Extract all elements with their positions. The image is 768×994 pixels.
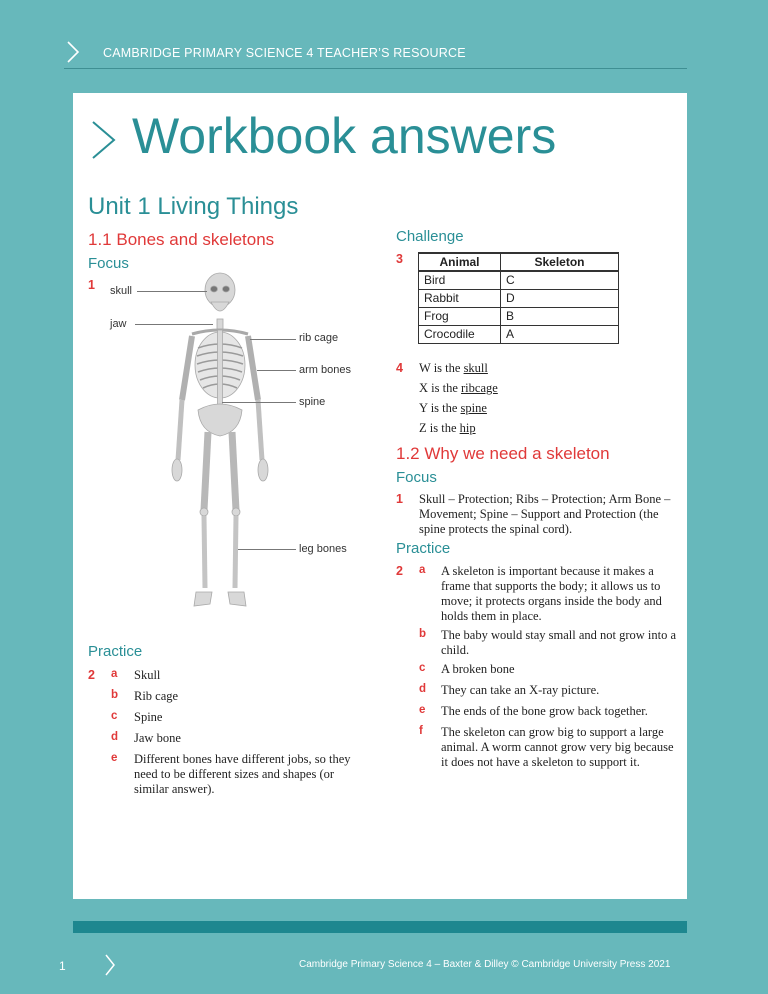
item-letter: e — [419, 704, 426, 716]
footer-bar — [73, 921, 687, 933]
item-letter: a — [419, 564, 426, 576]
leader-line — [222, 402, 296, 403]
practice-answer: Spine — [134, 710, 163, 724]
question-number: 3 — [396, 252, 403, 266]
item-letter: b — [419, 628, 427, 640]
page-title-text: Workbook answers — [132, 108, 557, 164]
label-rib-cage: rib cage — [299, 332, 339, 344]
skeleton-diagram — [170, 270, 270, 615]
practice-heading: Practice — [88, 643, 143, 660]
q4-answer — [419, 381, 498, 396]
item-letter: e — [111, 752, 118, 764]
answer-word: hip — [459, 421, 476, 435]
q4-answer — [419, 401, 487, 416]
practice-heading: Practice — [396, 540, 451, 557]
question-number: 2 — [396, 564, 403, 578]
table-cell: D — [501, 289, 619, 307]
section-title-1-2: 1.2 Why we need a skeleton — [396, 444, 610, 463]
question-number: 1 — [88, 278, 95, 292]
answer-prefix: X is the — [419, 381, 462, 395]
label-arm-bones: arm bones — [299, 364, 351, 376]
item-letter: f — [419, 725, 423, 737]
question-number: 4 — [396, 361, 403, 375]
answer-prefix: Y is the — [419, 401, 461, 415]
practice-answer: They can take an X-ray picture. — [441, 683, 600, 697]
table-cell: A — [501, 325, 619, 343]
q4-answer — [419, 361, 488, 376]
answer-word: spine — [460, 401, 487, 415]
question-number: 2 — [88, 668, 95, 682]
practice-answer: A broken bone — [441, 662, 515, 676]
unit-title: Unit 1 Living Things — [88, 193, 299, 220]
header-divider — [64, 68, 687, 69]
header-title: CAMBRIDGE PRIMARY SCIENCE 4 TEACHER’S RESOURCE — [103, 46, 466, 60]
leader-line — [135, 324, 213, 325]
practice-answer: Skull — [134, 668, 161, 682]
label-spine: spine — [299, 396, 326, 408]
item-letter: c — [111, 710, 118, 722]
answer-word: ribcage — [461, 381, 498, 395]
table-cell: Crocodile — [419, 325, 501, 343]
table-header-row — [419, 253, 619, 271]
leader-line — [250, 339, 296, 340]
answer-word: skull — [463, 361, 488, 375]
table-cell: Frog — [419, 307, 501, 325]
label-leg-bones: leg bones — [299, 543, 347, 555]
item-letter: d — [111, 731, 119, 743]
table-row — [419, 325, 619, 343]
q4-answer — [419, 421, 476, 436]
question-number: 1 — [396, 492, 403, 506]
chevron-right-icon — [103, 952, 117, 978]
item-letter: c — [419, 662, 426, 674]
answer-table — [418, 252, 619, 344]
answer-prefix: W is the — [419, 361, 464, 375]
table-row — [419, 289, 619, 307]
practice-answer: A skeleton is important because it makes a frame that supports the body; it allows us to move; it protects organs inside the body and holds them in place. — [441, 564, 662, 623]
practice-answer: Rib cage — [134, 689, 179, 703]
table-header: Skeleton — [501, 253, 619, 271]
focus-heading: Focus — [88, 255, 129, 272]
chevron-right-icon — [87, 118, 121, 162]
label-jaw: jaw — [110, 318, 127, 330]
section-title-1-1: 1.1 Bones and skeletons — [88, 230, 275, 249]
chevron-right-icon — [64, 38, 82, 66]
practice-answer: The baby would stay small and not grow into a child. — [441, 628, 677, 657]
challenge-heading: Challenge — [396, 228, 464, 245]
table-cell: Rabbit — [419, 289, 501, 307]
table-cell: B — [501, 307, 619, 325]
practice-answer: Different bones have different jobs, so they need to be different sizes and shapes (or similar answer). — [134, 752, 351, 796]
leader-line — [137, 291, 207, 292]
label-skull: skull — [110, 285, 133, 297]
page-number: 1 — [59, 959, 66, 973]
table-row — [419, 271, 619, 289]
table-row — [419, 307, 619, 325]
practice-answer: The ends of the bone grow back together. — [441, 704, 648, 718]
answer-prefix: Z is the — [419, 421, 460, 435]
item-letter: a — [111, 668, 118, 680]
table-cell: C — [501, 271, 619, 289]
leader-line — [238, 549, 296, 550]
item-letter: d — [419, 683, 427, 695]
running-header — [0, 0, 768, 70]
practice-answer: Jaw bone — [134, 731, 181, 745]
table-cell: Bird — [419, 271, 501, 289]
footer-credit: Cambridge Primary Science 4 – Baxter & Dilley © Cambridge University Press 2021 — [299, 959, 671, 970]
practice-answer: The skeleton can grow big to support a large animal. A worm cannot grow very big because it does not have a skeleton to support it. — [441, 725, 674, 769]
leader-line — [257, 370, 296, 371]
item-letter: b — [111, 689, 119, 701]
focus-answer: Skull – Protection; Ribs – Protection; Arm Bone – Movement; Spine – Support and Protection (the spine protects the spinal cord). — [419, 492, 671, 536]
focus-heading: Focus — [396, 469, 437, 486]
table-header: Animal — [419, 253, 501, 271]
